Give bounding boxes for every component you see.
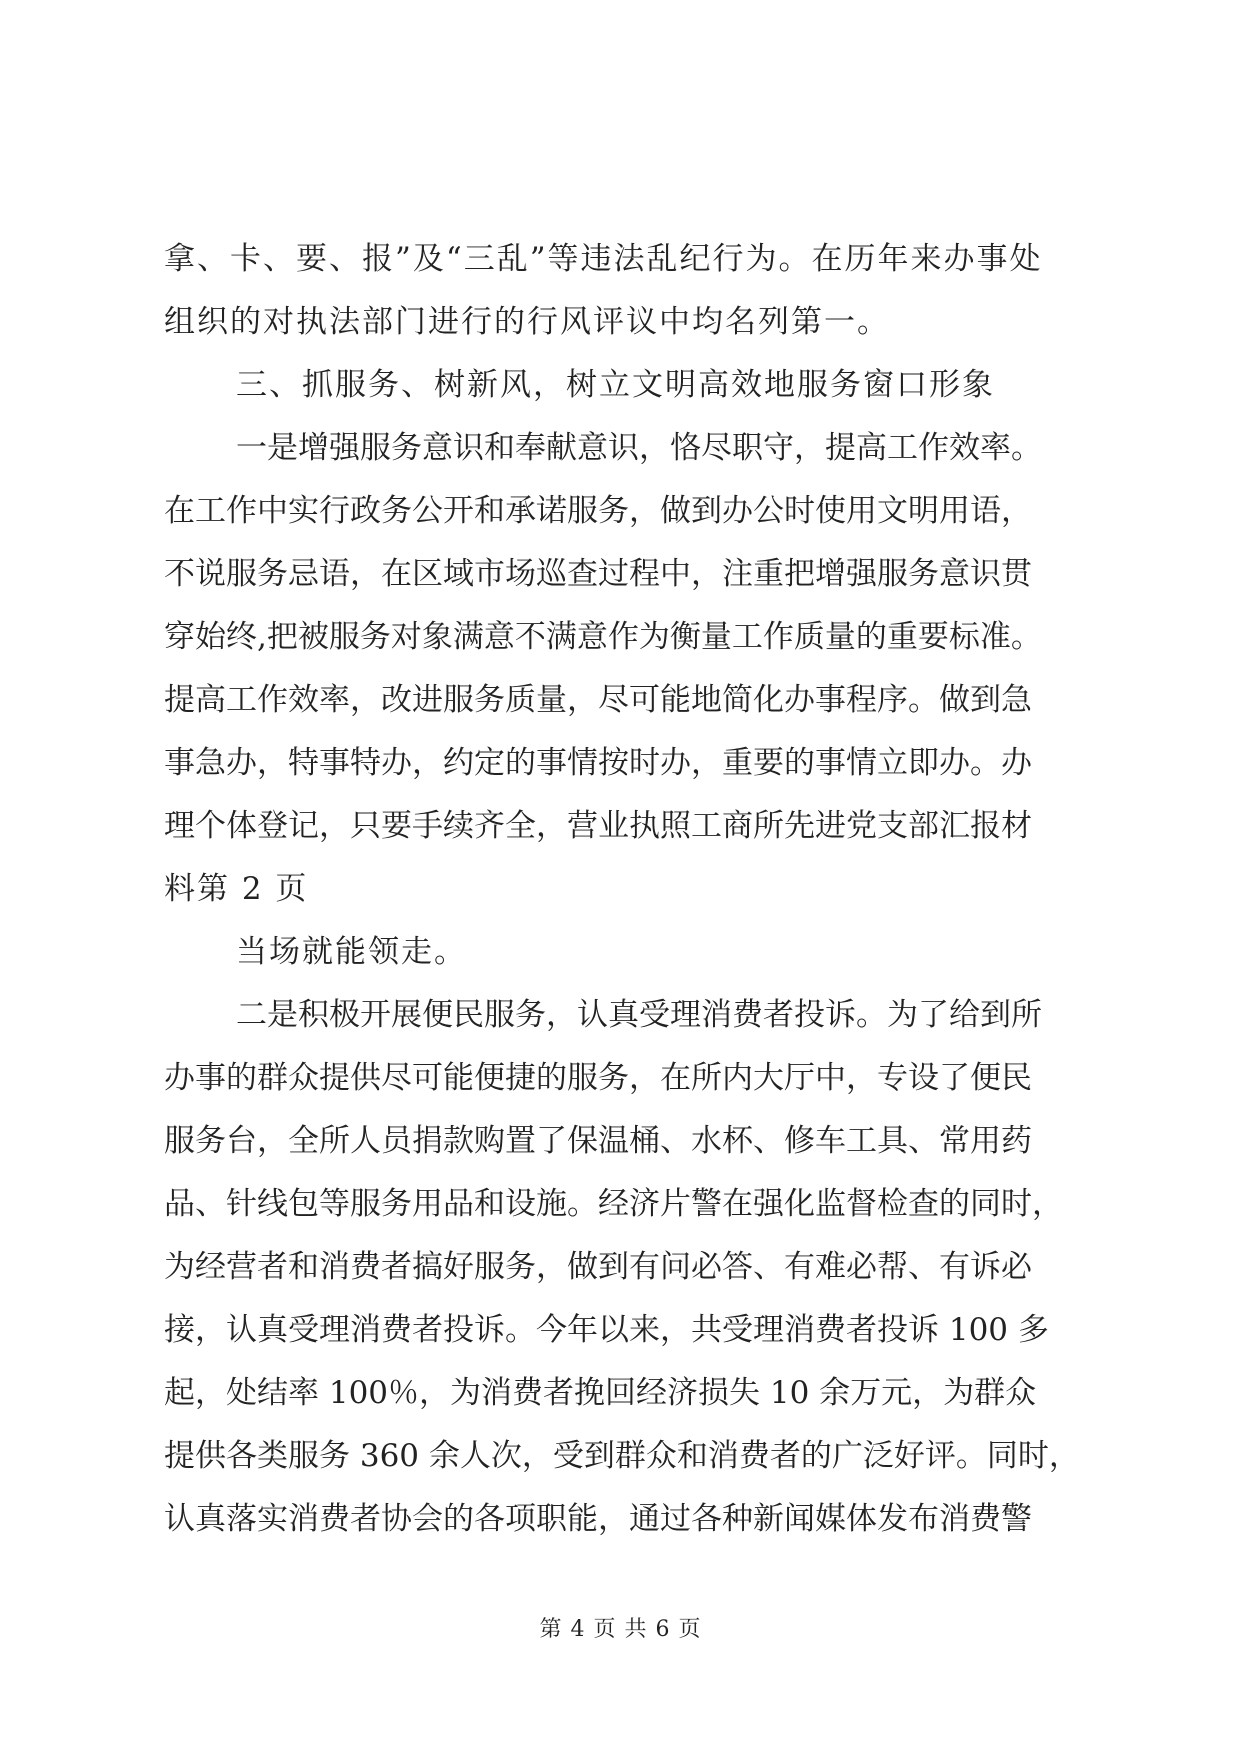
text-line: 拿、卡、要、报”及“三乱”等违法乱纪行为。在历年来办事处: [164, 241, 1043, 277]
text-line: 不说服务忌语，在区域市场巡查过程中，注重把增强服务意识贯: [164, 556, 1032, 592]
text-line: 提供各类服务 360 余人次，受到群众和消费者的广泛好评。同时，: [164, 1438, 1080, 1474]
paragraph-first-line: 二是积极开展便民服务，认真受理消费者投诉。为了给到所: [236, 997, 1042, 1033]
text-line: 事急办，特事特办，约定的事情按时办，重要的事情立即办。办: [164, 745, 1032, 781]
section-heading: 三、抓服务、树新风，树立文明高效地服务窗口形象: [236, 367, 995, 403]
page-footer: 第 4 页 共 6 页: [539, 1617, 702, 1642]
text-line: 品、针线包等服务用品和设施。经济片警在强化监督检查的同时，: [164, 1186, 1063, 1222]
text-line: 料第 2 页: [164, 871, 309, 907]
text-line: 服务台，全所人员捐款购置了保温桶、水杯、修车工具、常用药: [164, 1123, 1032, 1159]
body-text: [164, 228, 1084, 1551]
text-line: 组织的对执法部门进行的行风评议中均名列第一。: [164, 304, 890, 340]
text-line: 理个体登记，只要手续齐全，营业执照工商所先进党支部汇报材: [164, 808, 1032, 844]
text-line: 办事的群众提供尽可能便捷的服务，在所内大厅中，专设了便民: [164, 1060, 1032, 1096]
text-line: 穿始终,把被服务对象满意不满意作为衡量工作质量的重要标准。: [164, 619, 1042, 655]
text-line: 认真落实消费者协会的各项职能，通过各种新闻媒体发布消费警: [164, 1501, 1032, 1537]
text-line: 为经营者和消费者搞好服务，做到有问必答、有难必帮、有诉必: [164, 1249, 1032, 1285]
text-line: 起，处结率 100％，为消费者挽回经济损失 10 余万元，为群众: [164, 1375, 1037, 1411]
text-line: 提高工作效率，改进服务质量，尽可能地简化办事程序。做到急: [164, 682, 1032, 718]
text-line: 接，认真受理消费者投诉。今年以来，共受理消费者投诉 100 多: [164, 1312, 1049, 1348]
paragraph-first-line: 一是增强服务意识和奉献意识，恪尽职守，提高工作效率。: [236, 430, 1042, 466]
text-line: 在工作中实行政务公开和承诺服务，做到办公时使用文明用语，: [164, 493, 1032, 529]
paragraph-first-line: 当场就能领走。: [236, 934, 467, 970]
